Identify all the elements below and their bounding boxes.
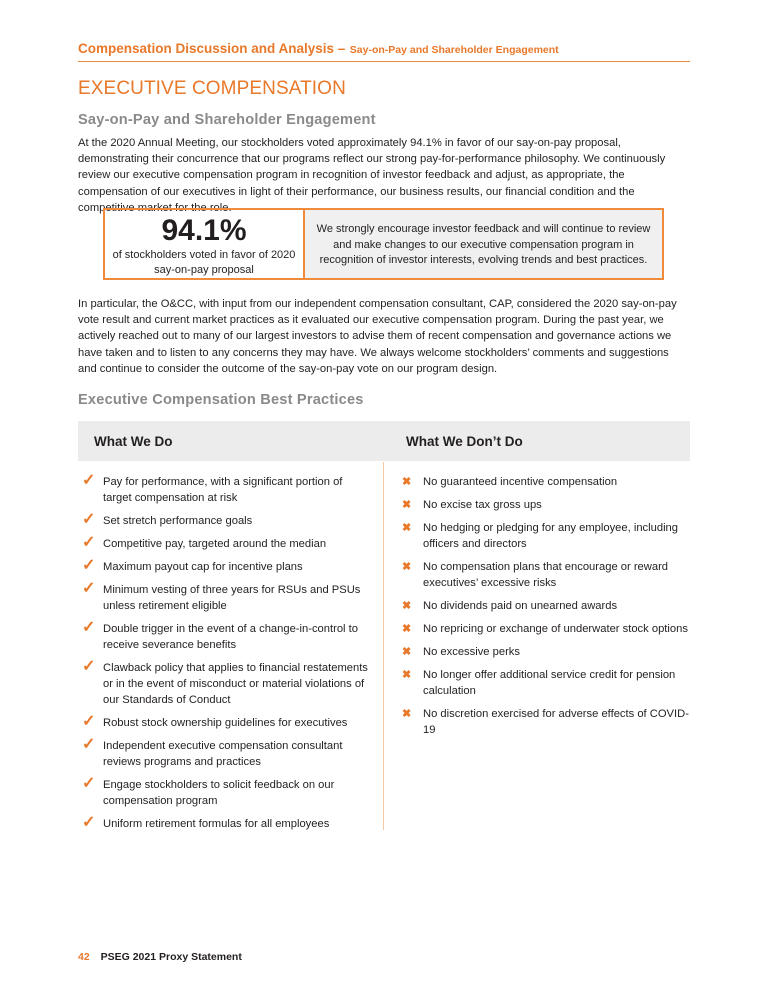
cross-icon: ✖	[402, 499, 412, 511]
list-item: ✖ No hedging or pledging for any employee, including officers and directors	[402, 522, 678, 550]
what-we-dont-do-list	[398, 474, 690, 745]
check-icon: ✓	[82, 534, 96, 551]
check-icon: ✓	[82, 511, 96, 528]
cross-icon: ✖	[402, 646, 412, 658]
list-item: ✓ Pay for performance, with a significant portion of target compensation at risk	[82, 472, 343, 504]
header-main: Compensation Discussion and Analysis –	[78, 41, 346, 56]
section-title: EXECUTIVE COMPENSATION	[78, 78, 346, 99]
best-practices-title: Executive Compensation Best Practices	[78, 392, 364, 408]
list-item: ✓ Maximum payout cap for incentive plans	[82, 557, 303, 574]
list-item: ✓ Competitive pay, targeted around the median	[82, 534, 327, 551]
check-icon: ✓	[82, 658, 96, 675]
cross-icon: ✖	[402, 669, 412, 681]
cross-icon: ✖	[402, 522, 412, 534]
callout-big-number: 94.1%	[161, 214, 247, 247]
header-sub: Say-on-Pay and Shareholder Engagement	[349, 44, 559, 56]
list-item: ✓ Clawback policy that applies to financial restatements or in the event of misconduct or material violations of our Standards of Conduct	[82, 658, 368, 706]
cross-icon: ✖	[402, 600, 412, 612]
callout-caption: of stockholders voted in favor of 2020 say-on-pay proposal	[112, 249, 296, 276]
list-item: ✖ No excessive perks	[402, 646, 520, 658]
list-item: ✖ No dividends paid on unearned awards	[402, 600, 618, 612]
list-item: ✓ Engage stockholders to solicit feedback on our compensation program	[82, 775, 335, 807]
footer-doc-title: PSEG 2021 Proxy Statement	[100, 951, 242, 963]
check-icon: ✓	[82, 619, 96, 636]
check-icon: ✓	[82, 814, 96, 831]
what-we-dont-do-header: What We Don’t Do	[406, 434, 523, 449]
check-icon: ✓	[82, 472, 96, 489]
check-icon: ✓	[82, 557, 96, 574]
what-we-do-header: What We Do	[94, 434, 173, 449]
engagement-paragraph: In particular, the O&CC, with input from our independent compensation consultant, CAP, considered the 2020 say-on-pay vote result and current market practices as it evaluated our executive compensation program. During the past year, we actively reached out to many of our largest investors to advise them of recent compensation and governance actions we have taken and to listen to any concerns they may have. We always welcome stockholders’ comments and suggestions and continue to consider the outcome of the say-on-pay vote on our program design.	[78, 298, 677, 375]
list-item: ✓ Set stretch performance goals	[82, 511, 253, 528]
list-item: ✖ No repricing or exchange of underwater stock options	[402, 623, 688, 635]
check-icon: ✓	[82, 580, 96, 597]
list-item: ✖ No excise tax gross ups	[402, 499, 542, 511]
what-we-do-list	[78, 474, 373, 839]
list-item: ✓ Minimum vesting of three years for RSUs and PSUs unless retirement eligible	[82, 580, 361, 612]
list-item: ✓ Double trigger in the event of a change-in-control to receive severance benefits	[82, 619, 358, 651]
check-icon: ✓	[82, 775, 96, 792]
list-item: ✖ No guaranteed incentive compensation	[402, 476, 618, 488]
list-item: ✓ Independent executive compensation consultant reviews programs and practices	[82, 736, 343, 768]
page-footer	[78, 951, 242, 963]
subsection-title: Say-on-Pay and Shareholder Engagement	[78, 112, 376, 128]
list-item: ✖ No discretion exercised for adverse effects of COVID-19	[402, 708, 689, 736]
column-divider	[383, 462, 384, 830]
say-on-pay-callout	[103, 208, 664, 280]
cross-icon: ✖	[402, 561, 412, 573]
list-item: ✖ No compensation plans that encourage or reward executives’ excessive risks	[402, 561, 669, 589]
check-icon: ✓	[82, 736, 96, 753]
cross-icon: ✖	[402, 708, 412, 720]
intro-paragraph: At the 2020 Annual Meeting, our stockholders voted approximately 94.1% in favor of our say-on-pay proposal, demonstrating their concurrence that our programs reflect our strong pay-for-performance philosophy. We continuously review our executive compensation program in recognition of investor feedback and adjust, as appropriate, the compensation of our executives in light of their performance, our business results, our financial condition and the competitive market for the role.	[78, 137, 666, 214]
list-item: ✖ No longer offer additional service credit for pension calculation	[402, 669, 676, 697]
cross-icon: ✖	[402, 623, 412, 635]
running-header	[78, 40, 690, 62]
callout-stat	[105, 210, 305, 278]
list-item: ✓ Uniform retirement formulas for all employees	[82, 814, 330, 831]
list-item: ✓ Robust stock ownership guidelines for executives	[82, 713, 348, 730]
callout-message: We strongly encourage investor feedback and will continue to review and make changes to our executive compensation program in recognition of investor interests, evolving trends and best practices.	[305, 210, 662, 278]
best-practices-header	[78, 421, 690, 461]
page-number: 42	[78, 951, 90, 963]
cross-icon: ✖	[402, 476, 412, 488]
check-icon: ✓	[82, 713, 96, 730]
